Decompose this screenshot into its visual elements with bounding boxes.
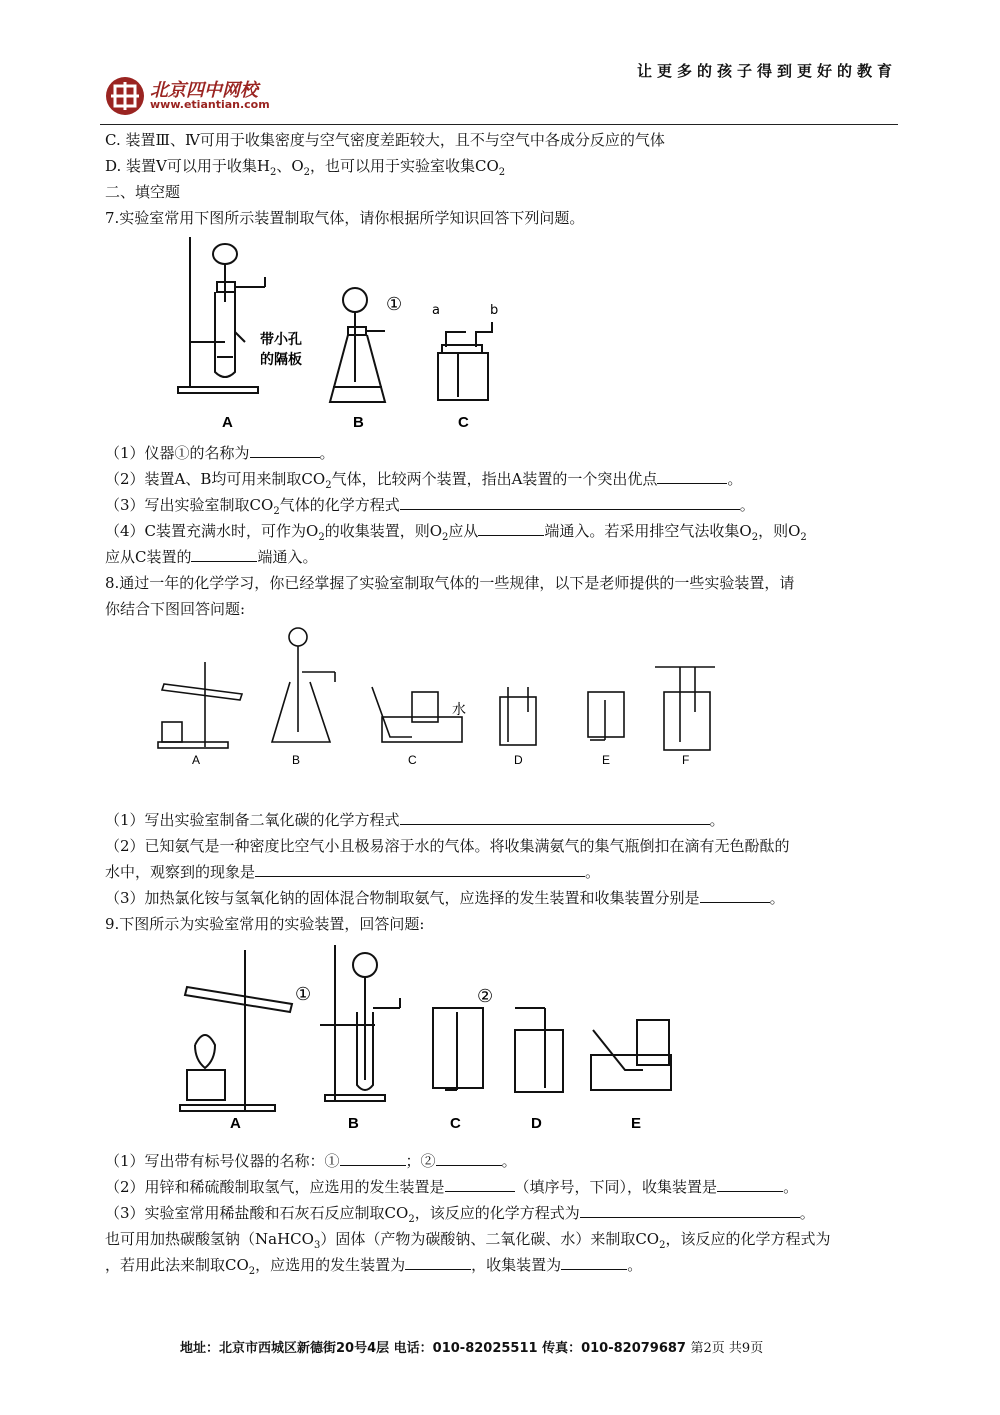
q9-4: 也可用加热碳酸氢钠（NaHCO$_3$）固体（产物为碳酸钠、二氧化碳、水）来制取$CO_2$，该反应的化学方程式为 xyxy=(105,1230,831,1251)
q9-1: （1）写出带有标号仪器的名称：① ；② 。 xyxy=(105,1152,517,1170)
marker-2: ② xyxy=(477,986,494,1007)
q9-2: （2）用锌和稀硫酸制取氢气，应选用的发生装置是 （填序号，下同），收集装置是 。 xyxy=(105,1178,799,1196)
partition-label-2: 的隔板 xyxy=(260,352,302,368)
label-b: B xyxy=(353,414,364,431)
q7-4-cont: 应从C装置的 端通入。 xyxy=(105,548,318,566)
q7-2: （2）装置A、B均可用来制取$CO_2$气体，比较两个装置，指出A装置的一个突出优点 。 xyxy=(105,470,743,491)
apparatus-drawing xyxy=(170,232,530,432)
label-c: C xyxy=(450,1115,461,1132)
label-e: E xyxy=(631,1115,642,1132)
q8-3: （3）加热氯化铵与氢氧化钠的固体混合物制取氨气，应选择的发生装置和收集装置分别是 。 xyxy=(105,889,785,907)
figure-q7 xyxy=(170,232,530,432)
label-c: C xyxy=(408,753,417,767)
port-b: b xyxy=(490,303,499,318)
q9-3: （3）实验室常用稀盐酸和石灰石反应制取$CO_2$，该反应的化学方程式为 。 xyxy=(105,1204,815,1225)
q9-intro: 9.下图所示为实验室常用的实验装置，回答问题: xyxy=(105,915,425,933)
marker-1: ① xyxy=(295,984,312,1005)
apparatus-drawing xyxy=(175,940,695,1140)
section-title: 二、填空题 xyxy=(105,183,181,201)
apparatus-drawing xyxy=(150,622,730,772)
page-number: 第2页 共9页 xyxy=(690,1341,764,1356)
label-a: A xyxy=(230,1115,241,1132)
label-a: A xyxy=(222,414,233,431)
port-a: a xyxy=(432,303,440,318)
label-a: A xyxy=(192,753,201,767)
label-d: D xyxy=(514,753,523,767)
partition-label-1: 带小孔 xyxy=(260,332,302,348)
figure-q9 xyxy=(175,940,695,1140)
q8-intro-1: 8.通过一年的化学学习，你已经掌握了实验室制取气体的一些规律，以下是老师提供的一些实验装置，请 xyxy=(105,574,795,592)
logo-url: www.etiantian.com xyxy=(150,98,270,111)
header-rule xyxy=(100,124,898,125)
logo-name: 北京四中网校 xyxy=(150,80,258,101)
option-d: D. 装置Ⅴ可以用于收集$H_2$、$O_2$，也可以用于实验室收集$CO_2$ xyxy=(105,157,506,178)
q8-1: （1）写出实验室制备二氧化碳的化学方程式 。 xyxy=(105,811,725,829)
label-e: E xyxy=(602,753,611,767)
q7-1: （1）仪器①的名称为 。 xyxy=(105,444,335,462)
figure-q8 xyxy=(150,622,730,772)
q7-3: （3）写出实验室制取$CO_2$气体的化学方程式 。 xyxy=(105,496,755,517)
footer-address: 地址：北京市西城区新德街20号4层 电话：010-82025511 传真：010-82079687 xyxy=(180,1341,686,1356)
q8-2: （2）已知氨气是一种密度比空气小且极易溶于水的气体。将收集满氨气的集气瓶倒扣在滴有无色酚酞的 xyxy=(105,837,790,855)
q8-2-cont: 水中，观察到的现象是 。 xyxy=(105,863,601,881)
q8-intro-2: 你结合下图回答问题: xyxy=(105,600,246,618)
label-c: C xyxy=(458,414,469,431)
footer xyxy=(180,1337,763,1356)
label-d: D xyxy=(531,1115,542,1132)
option-c: C. 装置Ⅲ、Ⅳ可用于收集密度与空气密度差距较大，且不与空气中各成分反应的气体 xyxy=(105,131,665,149)
marker-1: ① xyxy=(386,294,403,315)
logo-icon xyxy=(103,74,149,118)
label-b: B xyxy=(292,753,301,767)
water-label: 水 xyxy=(452,702,466,718)
q7-intro: 7.实验室常用下图所示装置制取气体，请你根据所学知识回答下列问题。 xyxy=(105,209,585,227)
label-f: F xyxy=(682,753,690,767)
label-b: B xyxy=(348,1115,359,1132)
slogan: 让更多的孩子得到更好的教育 xyxy=(636,62,897,80)
q9-5: ，若用此法来制取$CO_2$，应选用的发生装置为 ，收集装置为 。 xyxy=(105,1256,643,1277)
q7-4: （4）C装置充满水时，可作为$O_2$的收集装置，则$O_2$应从 端通入。若采用排空气法收集$O_2$，则$O_2$ xyxy=(105,522,807,543)
